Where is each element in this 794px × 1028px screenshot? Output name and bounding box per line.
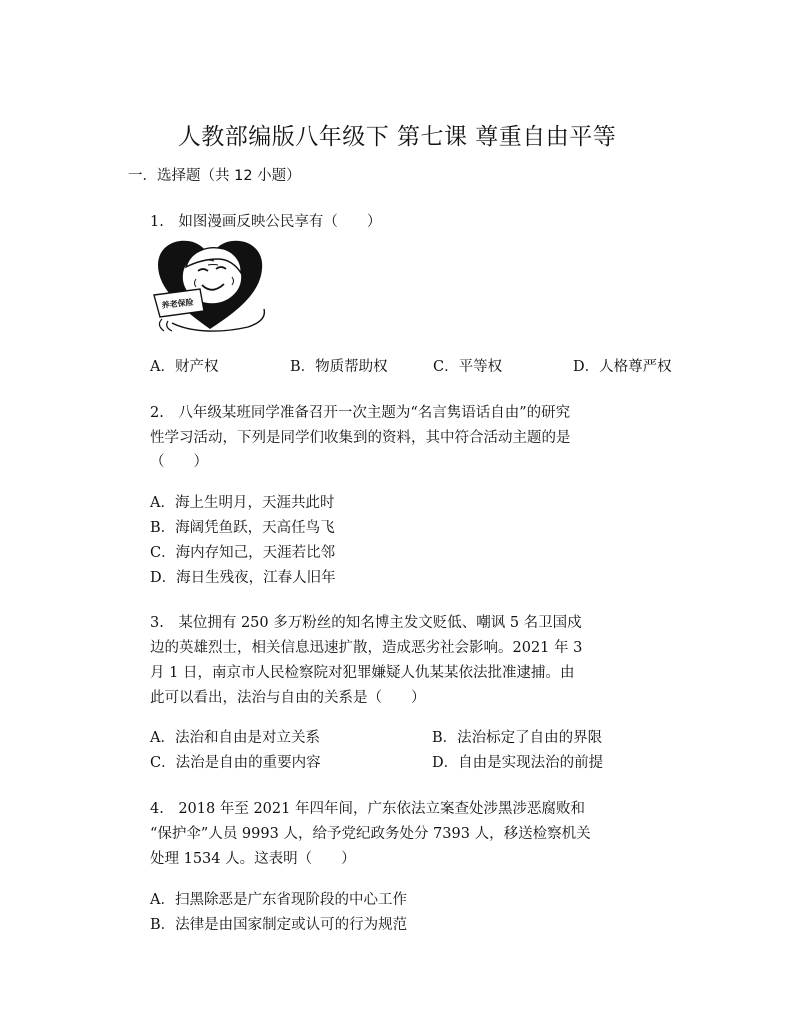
option-c: C．平等权 <box>433 359 503 375</box>
option-b: B．法律是由国家制定或认可的行为规范 <box>150 917 408 933</box>
option-a: A．扫黑除恶是广东省现阶段的中心工作 <box>150 892 407 908</box>
option-b: B．海阔凭鱼跃，天高任鸟飞 <box>150 520 335 536</box>
question-2-stem-line-1: 2. 八年级某班同学准备召开一次主题为“名言隽语话自由”的研究 <box>150 405 571 421</box>
question-3-stem-line-1: 3. 某位拥有 250 多万粉丝的知名博主发文贬低、嘲讽 5 名卫国戍 <box>150 615 582 631</box>
question-4-stem-line-3: 处理 1534 人。这表明（ ） <box>150 851 356 867</box>
pension-cartoon-figure <box>152 237 270 333</box>
question-1-stem: 1. 如图漫画反映公民享有（ ） <box>150 214 382 230</box>
figure-label: 养老保险 <box>161 297 195 310</box>
question-3-stem-line-2: 边的英雄烈士，相关信息迅速扩散，造成恶劣社会影响。2021 年 3 <box>150 640 583 656</box>
question-2-stem-line-2: 性学习活动，下列是同学们收集到的资料，其中符合活动主题的是 <box>150 430 571 446</box>
option-c: C．法治是自由的重要内容 <box>150 755 321 771</box>
option-d: D．人格尊严权 <box>573 359 672 375</box>
option-c: C．海内存知己，天涯若比邻 <box>150 545 336 561</box>
question-3-stem-line-3: 月 1 日，南京市人民检察院对犯罪嫌疑人仇某某依法批准逮捕。由 <box>150 665 575 681</box>
section-heading: 一．选择题（共 12 小题） <box>128 168 301 184</box>
page-title: 人教部编版八年级下 第七课 尊重自由平等 <box>177 124 617 150</box>
option-a: A．海上生明月，天涯共此时 <box>150 495 335 511</box>
question-4-stem-line-1: 4. 2018 年至 2021 年四年间，广东依法立案查处涉黑涉恶腐败和 <box>150 801 585 817</box>
option-b: B．法治标定了自由的界限 <box>432 730 603 746</box>
question-2-stem-line-3: （ ） <box>150 454 208 470</box>
option-d: D．海日生残夜，江春人旧年 <box>150 570 336 586</box>
question-4-stem-line-2: “保护伞”人员 9993 人，给予党纪政务处分 7393 人，移送检察机关 <box>150 826 591 842</box>
option-a: A．法治和自由是对立关系 <box>150 730 320 746</box>
option-d: D．自由是实现法治的前提 <box>432 755 604 771</box>
option-b: B．物质帮助权 <box>290 359 388 375</box>
question-3-stem-line-4: 此可以看出，法治与自由的关系是（ ） <box>150 690 426 706</box>
option-a: A．财产权 <box>150 359 219 375</box>
